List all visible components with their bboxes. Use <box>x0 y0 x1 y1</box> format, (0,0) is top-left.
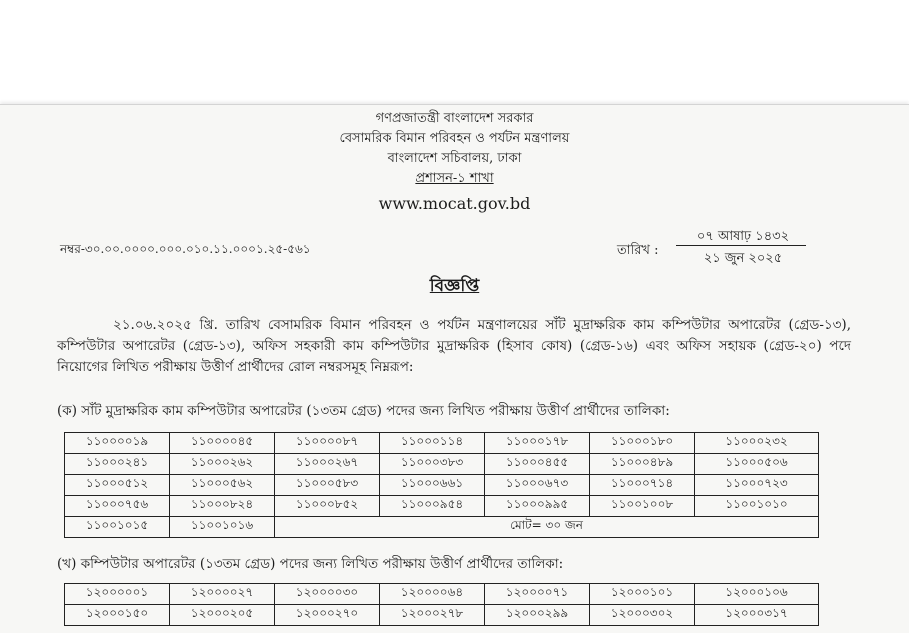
section-kh-heading: (খ) কম্পিউটার অপারেটর (১৩তম গ্রেড) পদের জন্য লিখিত পরীক্ষায় উত্তীর্ণ প্রার্থীদের তালিকা: <box>57 556 564 572</box>
roll-cell: ১১০০০৭৫৬ <box>65 496 170 517</box>
roll-cell: ১১০০০৮২৪ <box>170 496 275 517</box>
govt-title: গণপ্রজাতন্ত্রী বাংলাদেশ সরকার <box>375 111 534 126</box>
table-row <box>65 496 819 517</box>
notice-title <box>0 273 909 301</box>
section-kh-table <box>64 583 819 626</box>
roll-cell: ১২০০০১৫০ <box>65 605 170 626</box>
section-k-heading: (ক) সাঁট মুদ্রাক্ষরিক কাম কম্পিউটার অপারেটর (১৩তম গ্রেড) পদের জন্য লিখিত পরীক্ষায় উত্তীর্ণ প্রার্থীদের তালিকা: <box>57 403 670 419</box>
top-blank-area <box>0 0 909 104</box>
roll-cell: ১১০০০৪৫৫ <box>485 454 590 475</box>
roll-cell: ১২০০০০৭১ <box>485 584 590 605</box>
roll-cell: ১১০০০৩৮৩ <box>380 454 485 475</box>
date-english: ২১ জুন ২০২৫ <box>703 251 783 266</box>
roll-cell: ১২০০০০২৭ <box>170 584 275 605</box>
roll-cell: ১১০০০২৩২ <box>695 433 819 454</box>
roll-cell: ১২০০০৩১৭ <box>695 605 819 626</box>
roll-cell: ১১০০০৫০৬ <box>695 454 819 475</box>
roll-cell: ১২০০০২০৫ <box>170 605 275 626</box>
table-row <box>65 433 819 454</box>
branch-name-text: প্রশাসন-১ শাখা <box>415 171 494 186</box>
total-cell: মোট= ৩০ জন <box>275 517 819 538</box>
roll-cell: ১১০০০২৬৭ <box>275 454 380 475</box>
roll-cell: ১১০০০০৮৭ <box>275 433 380 454</box>
table-row <box>65 517 819 538</box>
ministry-title: বেসামরিক বিমান পরিবহন ও পর্যটন মন্ত্রণালয় <box>339 131 570 146</box>
roll-cell: ১২০০০০০১ <box>65 584 170 605</box>
roll-cell: ১১০০০৭২৩ <box>695 475 819 496</box>
date-divider <box>676 245 806 246</box>
roll-cell: ১১০০১০০৮ <box>590 496 695 517</box>
notice-title-text: বিজ্ঞপ্তি <box>429 276 480 296</box>
roll-cell: ১১০০১০১৫ <box>65 517 170 538</box>
roll-cell: ১২০০০১০৬ <box>695 584 819 605</box>
roll-cell: ১১০০০৬৬১ <box>380 475 485 496</box>
date-label: তারিখ : <box>617 243 659 258</box>
roll-cell: ১২০০০০৬৪ <box>380 584 485 605</box>
roll-cell: ১২০০০২৯৯ <box>485 605 590 626</box>
roll-cell: ১১০০০১৮০ <box>590 433 695 454</box>
roll-cell: ১২০০০২৭৮ <box>380 605 485 626</box>
branch-name <box>0 170 909 188</box>
secretariat-address: বাংলাদেশ সচিবালয়, ঢাকা <box>387 151 522 166</box>
memo-number: নম্বর-৩০.০০.০০০০.০০০.০১০.১১.০০০১.২৫-৫৬১ <box>60 242 311 256</box>
table-row <box>65 475 819 496</box>
roll-cell: ১১০০০৮৫২ <box>275 496 380 517</box>
website-link[interactable]: www.mocat.gov.bd <box>378 194 531 213</box>
roll-cell: ১১০০০১১৪ <box>380 433 485 454</box>
roll-cell: ১১০০০০৪৫ <box>170 433 275 454</box>
roll-cell: ১২০০০৩০২ <box>590 605 695 626</box>
section-k-table <box>64 432 819 538</box>
notice-body: ২১.০৬.২০২৫ খ্রি. তারিখ বেসামরিক বিমান পরিবহন ও পর্যটন মন্ত্রণালয়ের সাঁট মুদ্রাক্ষরিক কাম কম্পিউটার অপারেটর (গ্রেড-১৩), কম্পিউটার অপারেটর (গ্রেড-১৩), অফিস সহকারী কাম কম্পিউটার মুদ্রাক্ষরিক (হিসাব কোষ) (গ্রেড-১৬) এবং অফিস সহায়ক (গ্রেড-২০) পদে নিয়োগের লিখিত পরীক্ষায় উত্তীর্ণ প্রার্থীদের রোল নম্বরসমূহ নিম্নরূপ: <box>57 317 851 375</box>
roll-cell: ১১০০০০১৯ <box>65 433 170 454</box>
table-row <box>65 584 819 605</box>
notice-document <box>0 104 909 633</box>
roll-cell: ১১০০১০১৬ <box>170 517 275 538</box>
roll-cell: ১১০০০২৬২ <box>170 454 275 475</box>
roll-cell: ১১০০০৭১৪ <box>590 475 695 496</box>
date-bangla: ০৭ আষাঢ় ১৪৩২ <box>696 229 790 244</box>
roll-cell: ১১০০০৯৯৫ <box>485 496 590 517</box>
roll-cell: ১১০০০৫৮৩ <box>275 475 380 496</box>
roll-cell: ১১০০০১৭৮ <box>485 433 590 454</box>
roll-cell: ১২০০০২৭০ <box>275 605 380 626</box>
roll-cell: ১২০০০০৩০ <box>275 584 380 605</box>
roll-cell: ১১০০০৪৮৯ <box>590 454 695 475</box>
roll-cell: ১১০০১০১০ <box>695 496 819 517</box>
roll-cell: ১১০০০৫১২ <box>65 475 170 496</box>
roll-cell: ১১০০০৯৫৪ <box>380 496 485 517</box>
roll-cell: ১১০০০৬৭৩ <box>485 475 590 496</box>
roll-cell: ১১০০০২৪১ <box>65 454 170 475</box>
roll-cell: ১২০০০১০১ <box>590 584 695 605</box>
table-row <box>65 454 819 475</box>
table-row <box>65 605 819 626</box>
roll-cell: ১১০০০৫৬২ <box>170 475 275 496</box>
